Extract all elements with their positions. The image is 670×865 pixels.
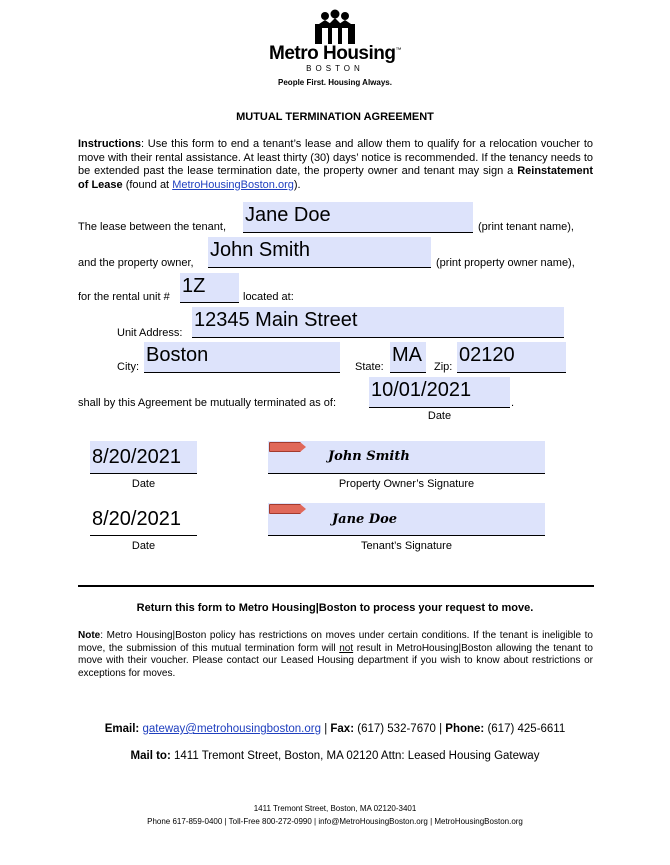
contact-sep2: | xyxy=(435,723,446,735)
tenant-signature: Jane Doe xyxy=(332,512,398,527)
footer-address: 1411 Tremont Street, Boston, MA 02120-3401 xyxy=(253,804,417,813)
unit-field[interactable]: 1Z xyxy=(180,273,239,303)
note-not: not xyxy=(339,642,354,654)
email-label: Email: xyxy=(104,723,140,735)
tenant-prefix: The lease between the tenant, xyxy=(78,221,226,233)
owner-signature-label: Property Owner’s Signature xyxy=(338,478,475,490)
tenant-sign-date-label: Date xyxy=(131,540,156,552)
termination-date-field[interactable]: 10/01/2021 xyxy=(369,377,510,408)
page-title: MUTUAL TERMINATION AGREEMENT xyxy=(236,111,434,123)
city-label: City: xyxy=(117,361,139,373)
tenant-signature-field[interactable] xyxy=(268,503,545,536)
note-label: Note xyxy=(78,630,101,641)
phone-value: (617) 425-6611 xyxy=(484,723,566,735)
address-label: Unit Address: xyxy=(117,327,183,339)
owner-signature-field[interactable] xyxy=(268,441,545,474)
note xyxy=(78,630,593,680)
address-field[interactable]: 12345 Main Street xyxy=(192,307,564,338)
owner-name-field[interactable]: John Smith xyxy=(208,237,431,268)
zip-field[interactable]: 02120 xyxy=(457,342,566,373)
instructions-text1: : Use this form to end a tenant’s lease and allow them to qualify for a relocation voucher to move with their rental assistance. At least thirty (30) days’ notice is recommended. If the tenancy needs to be extended past the lease termination date, the property owner and tenant may sign a xyxy=(78,138,593,177)
instructions xyxy=(78,138,593,192)
tenant-sign-date-field[interactable]: 8/20/2021 xyxy=(90,503,197,536)
tenant-signature-label: Tenant’s Signature xyxy=(361,540,452,552)
divider xyxy=(78,585,594,587)
mail-line xyxy=(0,750,670,762)
instructions-bold: Reinstatement of Lease xyxy=(78,165,593,191)
logo-tm: ™ xyxy=(395,47,401,54)
mail-label: Mail to: xyxy=(130,750,171,762)
instructions-link[interactable]: MetroHousingBoston.org xyxy=(172,178,294,191)
termination-date-caption: Date xyxy=(427,410,452,422)
owner-suffix: (print property owner name), xyxy=(436,257,575,269)
logo-name: Metro Housing xyxy=(269,43,396,64)
mail-value: 1411 Tremont Street, Boston, MA 02120 Attn: Leased Housing Gateway xyxy=(170,750,540,762)
instructions-text3: ). xyxy=(293,178,301,191)
return-text: Return this form to Metro Housing|Boston to process your request to move. xyxy=(136,602,534,614)
logo-people-icon xyxy=(313,8,357,44)
owner-prefix: and the property owner, xyxy=(78,257,194,269)
unit-prefix: for the rental unit # xyxy=(78,291,170,303)
contact-sep1: | xyxy=(321,723,331,735)
owner-signature: John Smith xyxy=(328,449,410,464)
logo-tagline: People First. Housing Always. xyxy=(278,78,392,87)
sign-here-tag-icon xyxy=(269,442,301,452)
tenant-name-field[interactable]: Jane Doe xyxy=(243,202,473,233)
terminated-period: . xyxy=(511,397,515,409)
note-text1: : Metro Housing|Boston policy has restrictions on moves under certain conditions. If the tenant is ineligible to move, the submission of this mutual termination form will xyxy=(78,630,593,654)
owner-sign-date-field[interactable]: 8/20/2021 xyxy=(90,441,197,474)
contact-line xyxy=(0,723,670,735)
logo-sub: BOSTON xyxy=(306,64,364,73)
sign-here-tag-icon xyxy=(269,504,301,514)
email-link[interactable]: gateway@metrohousingboston.org xyxy=(142,723,321,735)
instructions-text2: (found at xyxy=(122,178,173,191)
note-text2: result in MetroHousing|Boston allowing the tenant to move with their voucher. Please contact our Leased Housing department if you wish to know about restrictions or exceptions for moves. xyxy=(78,642,593,679)
terminated-prefix: shall by this Agreement be mutually terminated as of: xyxy=(78,397,337,409)
zip-label: Zip: xyxy=(434,361,453,373)
fax-label: Fax: xyxy=(330,723,355,735)
unit-suffix: located at: xyxy=(243,291,294,303)
owner-sign-date-label: Date xyxy=(131,478,156,490)
city-field[interactable]: Boston xyxy=(144,342,340,373)
logo xyxy=(260,8,410,93)
phone-label: Phone: xyxy=(445,723,485,735)
footer-contact: Phone 617-859-0400 | Toll-Free 800-272-0990 | info@MetroHousingBoston.org | MetroHousingBoston.org xyxy=(147,817,523,826)
state-label: State: xyxy=(355,361,384,373)
tenant-suffix: (print tenant name), xyxy=(478,221,574,233)
fax-value: (617) 532-7670 xyxy=(354,723,436,735)
state-field[interactable]: MA xyxy=(390,342,426,373)
instructions-label: Instructions xyxy=(78,138,141,150)
